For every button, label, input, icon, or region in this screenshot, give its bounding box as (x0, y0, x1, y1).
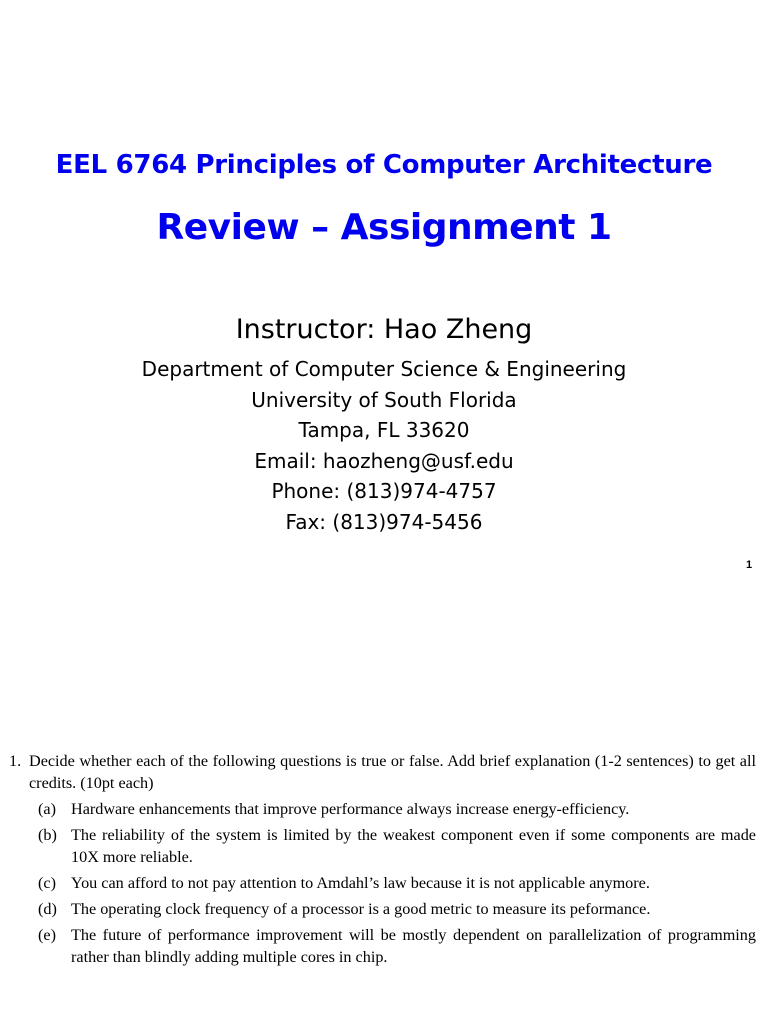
item-label: (b) (38, 826, 57, 844)
item-label: (d) (38, 900, 57, 918)
item-label: (e) (38, 926, 56, 944)
slide-number: 1 (746, 559, 753, 571)
university-line: University of South Florida (251, 387, 517, 412)
address-line: Tampa, FL 33620 (298, 418, 470, 442)
item-label: (a) (38, 800, 56, 818)
item-text: You can afford to not pay attention to Amdahl’s law because it is not applicable anymore. (71, 874, 650, 892)
item-text: Hardware enhancements that improve performance always increase energy-efficiency. (71, 800, 630, 818)
contact-info (0, 354, 768, 537)
question-item-d (0, 898, 768, 920)
phone-line: Phone: (813)974-4757 (271, 479, 497, 503)
question-item-a (0, 798, 768, 820)
email-line: Email: haozheng@usf.edu (254, 448, 514, 473)
question-number: 1. (9, 752, 22, 770)
question-item-e (0, 924, 768, 968)
question-items (0, 798, 768, 968)
item-text: The reliability of the system is limited by the weakest component even if some components are made 10X more reliable. (71, 826, 756, 866)
course-title: EEL 6764 Principles of Computer Architecture (55, 150, 713, 180)
review-title: Review – Assignment 1 (156, 207, 612, 248)
question-text: Decide whether each of the following questions is true or false. Add brief explanation (1-2 sentences) to get all credits. (10pt each) (29, 752, 756, 792)
item-text: The operating clock frequency of a processor is a good metric to measure its peformance. (71, 900, 651, 918)
item-label: (c) (38, 874, 56, 892)
question-1 (0, 750, 768, 794)
question-item-b (0, 824, 768, 868)
item-text: The future of performance improvement will be mostly dependent on parallelization of programming rather than blindly adding multiple cores in chip. (71, 926, 756, 966)
fax-line: Fax: (813)974-5456 (285, 509, 483, 534)
instructor-name: Instructor: Hao Zheng (235, 314, 533, 345)
department-line: Department of Computer Science & Engineering (141, 357, 627, 381)
assignment-problems (0, 750, 768, 972)
question-item-c (0, 872, 768, 894)
